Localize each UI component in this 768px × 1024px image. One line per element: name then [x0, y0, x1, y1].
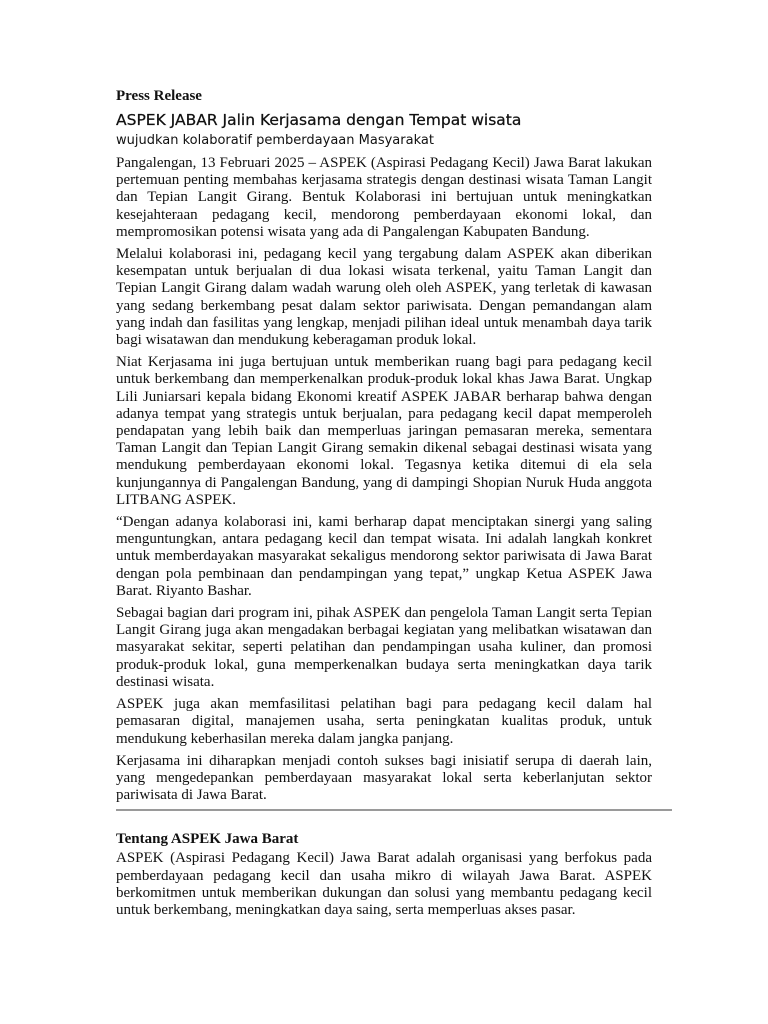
section-divider: [116, 809, 672, 811]
document-label: Press Release: [116, 88, 202, 104]
press-release-page: [116, 86, 652, 924]
paragraph-1: Pangalengan, 13 Februari 2025 – ASPEK (Aspirasi Pedagang Kecil) Jawa Barat lakukan pertemuan penting membahas kerjasama strategis dengan destinasi wisata Taman Langit dan Tepian Langit Girang. Bentuk Kolaborasi ini bertujuan untuk meningkatkan kesejahteraan pedagang kecil, mendorong pemberdayaan ekonomi lokal, dan mempromosikan potensi wisata yang ada di Pangalengan Kabupaten Bandung.: [116, 155, 652, 240]
paragraph-6: ASPEK juga akan memfasilitasi pelatihan bagi para pedagang kecil dalam hal pemasaran digital, manajemen usaha, serta peningkatan kualitas produk, untuk mendukung keberhasilan mereka dalam jangka panjang.: [116, 696, 652, 747]
paragraph-3: Niat Kerjasama ini juga bertujuan untuk memberikan ruang bagi para pedagang kecil untuk berkembang dan memperkenalkan produk-produk lokal khas Jawa Barat. Ungkap Lili Juniarsari kepala bidang Ekonomi kreatif ASPEK JABAR berharap bahwa dengan adanya tempat yang strategis untuk berjualan, para pedagang kecil dapat memperoleh pendapatan yang lebih baik dan memperluas jaringan pemasaran mereka, sementara Taman Langit dan Tepian Langit Girang semakin dikenal sebagai destinasi wisata yang mendukung pemberdayaan ekonomi lokal. Tegasnya ketika ditemui di ela sela kunjungannya di Pangalengan Bandung, yang di dampingi Shopian Nuruk Huda anggota LITBANG ASPEK.: [116, 354, 652, 508]
subheadline: wujudkan kolaboratif pemberdayaan Masyarakat: [116, 133, 434, 148]
about-title: Tentang ASPEK Jawa Barat: [116, 831, 299, 848]
paragraph-7: Kerjasama ini diharapkan menjadi contoh sukses bagi inisiatif serupa di daerah lain, yang mengedepankan pemberdayaan masyarakat lokal serta keberlanjutan sektor pariwisata di Jawa Barat.: [116, 752, 652, 804]
paragraph-5: Sebagai bagian dari program ini, pihak ASPEK dan pengelola Taman Langit serta Tepian Langit Girang juga akan mengadakan berbagai kegiatan yang melibatkan wisatawan dan masyarakat sekitar, seperti pelatihan dan pendampingan usaha kuliner, dan promosi produk-produk lokal, guna memperkenalkan budaya serta meningkatkan daya tarik destinasi wisata.: [116, 605, 652, 690]
headline: ASPEK JABAR Jalin Kerjasama dengan Tempat wisata: [116, 111, 522, 129]
paragraph-2: Melalui kolaborasi ini, pedagang kecil yang tergabung dalam ASPEK akan diberikan kesempatan untuk berjualan di dua lokasi wisata terkenal, yaitu Taman Langit dan Tepian Langit Girang dalam wadah warung oleh oleh ASPEK, yang terletak di kawasan yang sedang berkembang pesat dalam sektor pariwisata. Dengan pemandangan alam yang indah dan fasilitas yang lengkap, menjadi pilihan ideal untuk menambah daya tarik bagi wisatawan dan mendukung keberagaman produk lokal.: [116, 246, 652, 349]
paragraph-4-quote: “Dengan adanya kolaborasi ini, kami berharap dapat menciptakan sinergi yang saling menguntungkan, antara pedagang kecil dan tempat wisata. Ini adalah langkah konkret untuk memberdayakan masyarakat sekaligus mendorong sektor pariwisata di Jawa Barat dengan pola pembinaan dan pendampingan yang tepat,” ungkap Ketua ASPEK Jawa Barat. Riyanto Bashar.: [116, 514, 652, 599]
about-text: ASPEK (Aspirasi Pedagang Kecil) Jawa Barat adalah organisasi yang berfokus pada pemberdayaan pedagang kecil dan usaha mikro di wilayah Jawa Barat. ASPEK berkomitmen untuk memberikan dukungan dan solusi yang membantu pedagang kecil untuk berkembang, meningkatkan daya saing, serta memperluas akses pasar.: [116, 850, 652, 918]
